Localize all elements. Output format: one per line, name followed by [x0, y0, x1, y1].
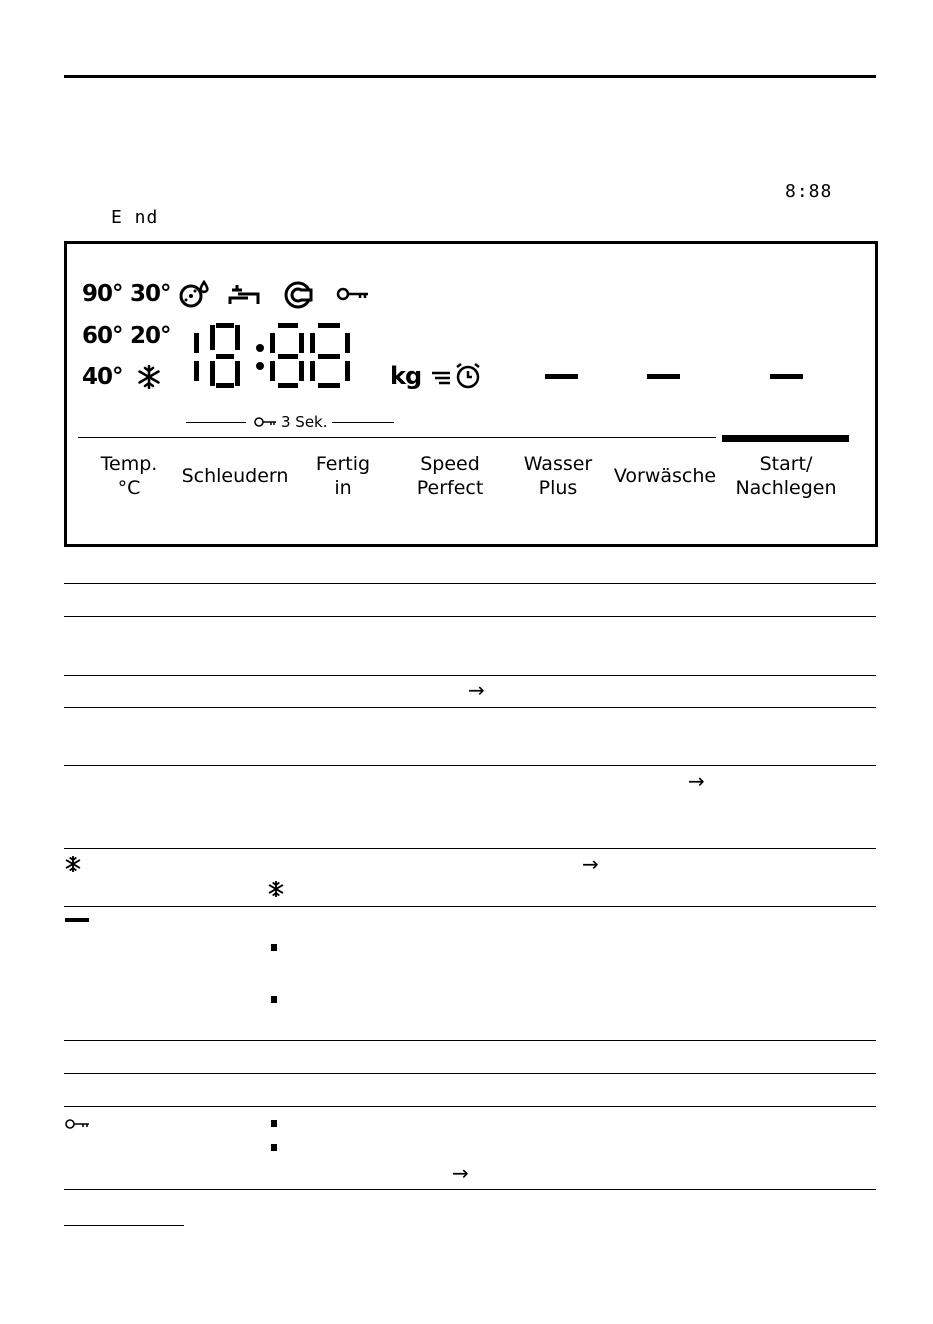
water-plus-button[interactable]: Wasser Plus [523, 453, 593, 499]
table-rule [64, 848, 876, 849]
table-rule [64, 1073, 876, 1074]
temp-button[interactable]: Temp. °C [100, 453, 158, 499]
seven-segment-display [190, 321, 365, 391]
footnote-rule [64, 1225, 184, 1226]
lock-hint-line-left [186, 422, 246, 423]
dash-icon [65, 918, 89, 922]
table-rule [64, 583, 876, 584]
prewash-button[interactable]: Vorwäsche [613, 465, 717, 487]
bullet [271, 944, 277, 951]
table-rule [64, 675, 876, 676]
tap-icon [228, 282, 262, 308]
bullet [271, 1144, 277, 1151]
temp-60: 60° [82, 323, 123, 349]
bullet [271, 996, 277, 1003]
key-icon [254, 416, 278, 428]
top-rule [64, 75, 876, 78]
display-time-sample: 8:88 [785, 181, 833, 202]
display-end-sample: E nd [111, 207, 159, 228]
spin-drop-icon [178, 280, 212, 310]
temp-90: 90° [82, 281, 123, 307]
key-icon [65, 1118, 91, 1130]
snowflake-icon [65, 856, 81, 872]
lock-hint-line-right [332, 422, 394, 423]
display-dash-1 [545, 374, 578, 379]
panel-separator [78, 437, 716, 438]
start-reload-button[interactable]: Start/ Nachlegen [735, 453, 837, 499]
table-rule [64, 765, 876, 766]
rinse-icon [283, 280, 315, 310]
snowflake-icon [268, 881, 284, 897]
speed-perfect-button[interactable]: Speed Perfect [416, 453, 484, 499]
bullet [271, 1120, 277, 1127]
finish-in-button[interactable]: Fertig in [315, 453, 371, 499]
table-rule [64, 906, 876, 907]
temp-40: 40° [82, 364, 123, 390]
arrow: → [452, 1161, 469, 1185]
lock-hint-text: 3 Sek. [281, 413, 328, 431]
snowflake-icon [137, 365, 161, 389]
start-button-bar [722, 435, 849, 442]
arrow: → [468, 678, 485, 702]
temp-20: 20° [130, 323, 171, 349]
arrow: → [582, 852, 599, 876]
table-rule [64, 616, 876, 617]
table-rule [64, 1040, 876, 1041]
display-dash-2 [647, 374, 680, 379]
kg-label: kg [390, 362, 422, 390]
table-rule [64, 1189, 876, 1190]
table-rule [64, 1106, 876, 1107]
spin-button[interactable]: Schleudern [181, 465, 289, 487]
temp-30: 30° [130, 281, 171, 307]
arrow: → [688, 769, 705, 793]
speed-clock-icon [430, 362, 484, 390]
table-rule [64, 707, 876, 708]
key-icon [336, 286, 370, 302]
display-dash-3 [770, 374, 803, 379]
